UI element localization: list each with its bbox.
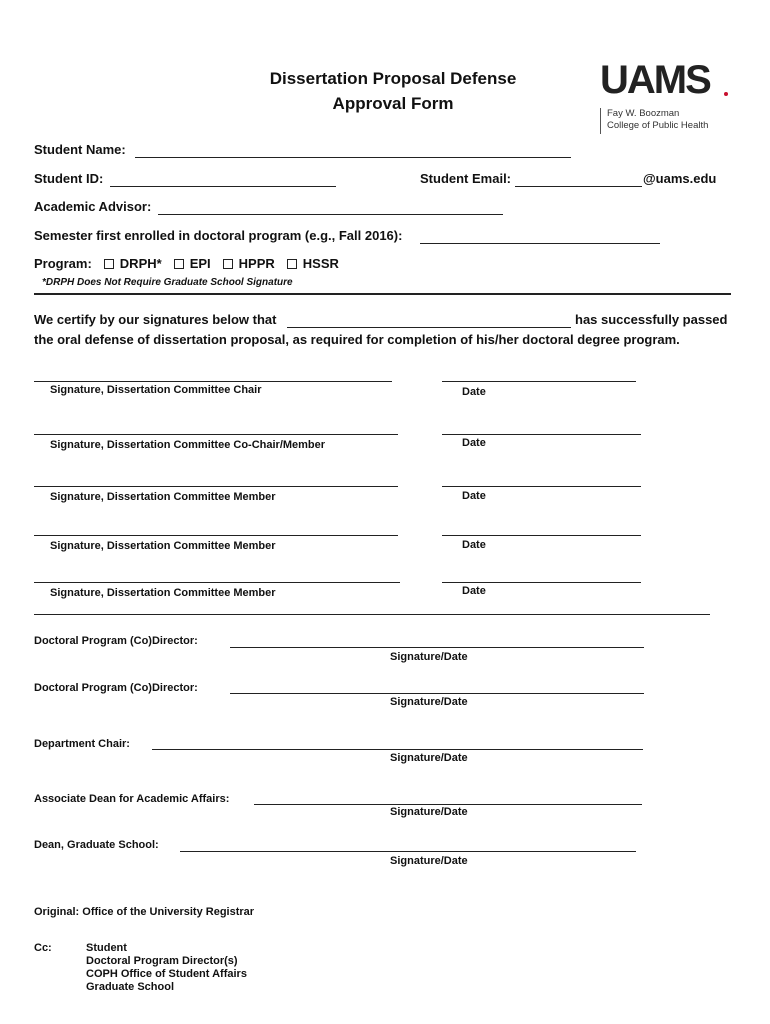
associate-dean-label: Associate Dean for Academic Affairs: [34, 793, 230, 805]
form-title [200, 66, 586, 116]
program-label: Program: [34, 256, 92, 271]
program-codirector-2-sub: Signature/Date [390, 696, 468, 708]
certification-text-before: We certify by our signatures below that [34, 312, 277, 327]
committee-chair-date-label: Date [462, 386, 486, 398]
student-id-field[interactable] [110, 186, 336, 187]
program-option-epi[interactable] [174, 256, 211, 271]
committee-chair-signature-line[interactable] [34, 381, 392, 382]
committee-chair-signature-label: Signature, Dissertation Committee Chair [50, 384, 262, 396]
dean-graduate-school-label: Dean, Graduate School: [34, 839, 159, 851]
logo-divider [600, 108, 601, 134]
committee-cochair-date-label: Date [462, 437, 486, 449]
cc-item: COPH Office of Student Affairs [86, 968, 247, 980]
committee-chair-date-line[interactable] [442, 381, 636, 382]
committee-cochair-signature-label: Signature, Dissertation Committee Co-Chair/Member [50, 439, 326, 451]
semester-enrolled-label: Semester first enrolled in doctoral program (e.g., Fall 2016): [34, 228, 403, 243]
program-codirector-1-signature-line[interactable] [230, 647, 644, 648]
logo-accent-dot [724, 92, 728, 96]
original-distribution: Original: Office of the University Registrar [34, 906, 255, 918]
department-chair-signature-line[interactable] [152, 749, 643, 750]
student-name-field[interactable] [135, 157, 571, 158]
title-line-2: Approval Form [332, 94, 454, 113]
epi-option-label: EPI [189, 256, 211, 271]
hppr-option-label: HPPR [238, 256, 275, 271]
student-email-label: Student Email: [420, 171, 512, 186]
program-codirector-1-sub: Signature/Date [390, 651, 468, 663]
committee-member-1-signature-line[interactable] [34, 486, 398, 487]
semester-enrolled-field[interactable] [420, 243, 660, 244]
cc-item: Student [86, 942, 127, 954]
committee-member-1-signature-label: Signature, Dissertation Committee Member [50, 491, 276, 503]
dean-graduate-school-signature-line[interactable] [180, 851, 636, 852]
associate-dean-signature-line[interactable] [254, 804, 642, 805]
cc-list [86, 942, 247, 994]
committee-cochair-signature-line[interactable] [34, 434, 398, 435]
committee-member-2-date-line[interactable] [442, 535, 641, 536]
committee-member-3-date-line[interactable] [442, 582, 641, 583]
associate-dean-sub: Signature/Date [390, 806, 468, 818]
student-certified-name-field[interactable] [287, 327, 571, 328]
drph-checkbox[interactable] [104, 259, 114, 269]
drph-option-label: DRPH* [119, 256, 162, 271]
logo-sub-line-2: College of Public Health [607, 120, 709, 131]
logo-sub-line-1: Fay W. Boozman [607, 108, 680, 119]
certification-text-after: has successfully passed [575, 312, 728, 327]
hssr-checkbox[interactable] [287, 259, 297, 269]
committee-member-3-signature-label: Signature, Dissertation Committee Member [50, 587, 276, 599]
epi-checkbox[interactable] [174, 259, 184, 269]
committee-member-1-date-label: Date [462, 490, 486, 502]
committee-section-divider [34, 614, 710, 615]
committee-member-2-signature-line[interactable] [34, 535, 398, 536]
department-chair-sub: Signature/Date [390, 752, 468, 764]
program-codirector-1-label: Doctoral Program (Co)Director: [34, 635, 198, 647]
committee-cochair-date-line[interactable] [442, 434, 641, 435]
uams-logo [600, 58, 740, 134]
student-name-label: Student Name: [34, 142, 126, 157]
certification-line-2: the oral defense of dissertation proposal, as required for completion of his/her doctoral degree program. [34, 332, 680, 347]
department-chair-label: Department Chair: [34, 738, 130, 750]
student-id-label: Student ID: [34, 171, 104, 186]
program-note: *DRPH Does Not Require Graduate School Signature [42, 277, 293, 288]
academic-advisor-label: Academic Advisor: [34, 199, 152, 214]
committee-member-1-date-line[interactable] [442, 486, 641, 487]
logo-wordmark: UAMS [600, 58, 710, 102]
program-option-hppr[interactable] [223, 256, 275, 271]
cc-item: Graduate School [86, 981, 175, 993]
committee-member-3-signature-line[interactable] [34, 582, 400, 583]
academic-advisor-field[interactable] [158, 214, 503, 215]
cc-label: Cc: [34, 942, 52, 954]
program-option-hssr[interactable] [287, 256, 339, 271]
program-option-drph[interactable] [104, 256, 162, 271]
committee-member-2-signature-label: Signature, Dissertation Committee Member [50, 540, 276, 552]
email-suffix: @uams.edu [643, 171, 717, 186]
program-row [34, 256, 339, 271]
program-codirector-2-label: Doctoral Program (Co)Director: [34, 682, 198, 694]
title-line-1: Dissertation Proposal Defense [269, 69, 517, 88]
section-divider [34, 293, 731, 295]
committee-member-3-date-label: Date [462, 585, 486, 597]
student-email-field[interactable] [515, 186, 642, 187]
hppr-checkbox[interactable] [223, 259, 233, 269]
cc-item: Doctoral Program Director(s) [86, 955, 238, 967]
program-codirector-2-signature-line[interactable] [230, 693, 644, 694]
committee-member-2-date-label: Date [462, 539, 486, 551]
hssr-option-label: HSSR [302, 256, 339, 271]
dean-graduate-school-sub: Signature/Date [390, 855, 468, 867]
